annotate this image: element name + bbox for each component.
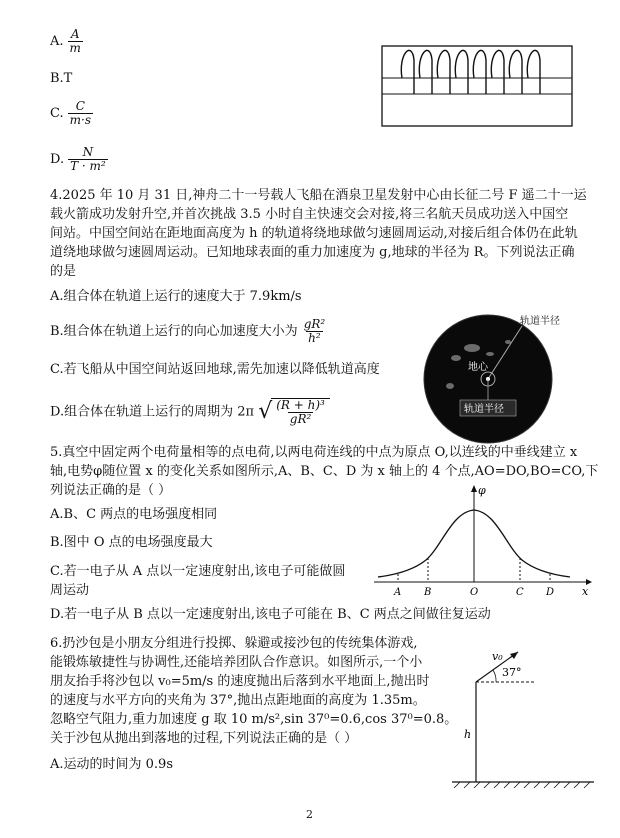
coil-frame xyxy=(382,46,572,126)
q6-stem-line-1: 6.扔沙包是小朋友分组进行投掷、躲避或接沙包的传统集体游戏, xyxy=(50,636,418,651)
q5-option-a: A.B、C 两点的电场强度相同 xyxy=(50,507,218,522)
q4-option-b: B.组合体在轨道上运行的向心加速度大小为 $\frac{\text{gR²}}{\text{h²}}$ xyxy=(50,317,326,345)
point-o-label: O xyxy=(470,587,479,598)
projectile-figure xyxy=(448,642,598,790)
point-a-label: A xyxy=(394,587,402,598)
orbit-radius-label-outer: 轨道半径 xyxy=(520,316,560,327)
point-b-label: B xyxy=(424,587,432,598)
q4-stem-line-5: 的是 xyxy=(50,264,77,279)
potential-curve-figure xyxy=(372,482,594,598)
q6-stem-line-3: 朋友抬手将沙包以 v₀=5m/s 的速度抛出后落到水平地面上,抛出时 xyxy=(50,674,430,689)
x-axis-label: x xyxy=(582,585,589,598)
q6-stem-line-4: 的速度与水平方向的夹角为 37°,抛出点距地面的高度为 1.35m。 xyxy=(50,693,426,708)
angle-label: 37° xyxy=(502,666,522,679)
phi-axis-label: φ xyxy=(478,484,486,497)
point-c-label: C xyxy=(516,587,524,598)
velocity-label: v₀ xyxy=(492,650,503,663)
q6-stem-line-5: 忽略空气阻力,重力加速度 g 取 10 m/s²,sin 37⁰=0.6,cos 37⁰=0.8。 xyxy=(50,712,458,727)
q4-option-a: A.组合体在轨道上运行的速度大于 7.9km/s xyxy=(50,289,302,304)
q4-stem-line-4: 道绕地球做匀速圆周运动。已知地球表面的重力加速度为 g,地球的半径为 R。下列说法正确 xyxy=(50,245,575,260)
q3-option-b: B.T xyxy=(50,71,73,86)
q5-option-b: B.图中 O 点的电场强度最大 xyxy=(50,535,213,550)
earth-orbit-figure xyxy=(420,312,590,446)
orbit-radius-label-box: 轨道半径 xyxy=(464,404,504,415)
q5-stem-line-1: 5.真空中固定两个电荷量相等的点电荷,以两电荷连线的中点为原点 O,以连线的中垂线建立 x xyxy=(50,445,578,460)
q6-stem-line-2: 能锻炼敏捷性与协调性,还能培养团队合作意识。如图所示,一个小 xyxy=(50,655,423,670)
q4-stem-line-3: 间站。中国空间站在距地面高度为 h 的轨道将绕地球做匀速圆周运动,对接后组合体仍在此轨 xyxy=(50,226,578,241)
q3-option-a: A. $\frac{A}{m}$ xyxy=(50,27,81,55)
q4-stem-line-2: 载火箭成功发射升空,并首次挑战 3.5 小时自主快速交会对接,将三名航天员成功送入中国空 xyxy=(50,207,569,222)
q5-option-c-line-1: C.若一电子从 A 点以一定速度射出,该电子可能做圆 xyxy=(50,564,346,579)
q4-option-d: D.组合体在轨道上运行的周期为 2π √ $\frac{\text{(R + h)³}}{\text{gR²}}$ xyxy=(50,398,330,426)
q5-option-c-line-2: 周运动 xyxy=(50,583,90,598)
q4-stem-line-1: 4.2025 年 10 月 31 日,神舟二十一号载人飞船在酒泉卫星发射中心由长征二号 F 遥二十一运 xyxy=(50,188,587,203)
q5-stem-line-2: 轴,电势φ随位置 x 的变化关系如图所示,A、B、C、D 为 x 轴上的 4 个点,AO=DO,BO=CO,下 xyxy=(50,464,599,479)
ground-hatch xyxy=(454,782,590,788)
q5-option-d: D.若一电子从 B 点以一定速度射出,该电子可能在 B、C 两点之间做往复运动 xyxy=(50,607,491,622)
page-number: 2 xyxy=(306,808,313,821)
q4-option-c: C.若飞船从中国空间站返回地球,需先加速以降低轨道高度 xyxy=(50,362,380,377)
q3-option-c: C. $\frac{C}{m\cdot s}$ xyxy=(50,99,91,127)
height-label: h xyxy=(464,728,472,741)
coil-figure xyxy=(380,36,580,132)
point-d-label: D xyxy=(546,587,555,598)
q6-stem-line-6: 关于沙包从抛出到落地的过程,下列说法正确的是（ ） xyxy=(50,731,358,746)
q5-stem-line-3: 列说法正确的是（ ） xyxy=(50,483,172,498)
q3-option-d: D. $\frac{N}{\text{T · m²}}$ xyxy=(50,145,106,173)
q6-option-a: A.运动的时间为 0.9s xyxy=(50,757,173,772)
coil-windings xyxy=(401,50,540,94)
earth-center-label: 地心 xyxy=(468,362,488,373)
